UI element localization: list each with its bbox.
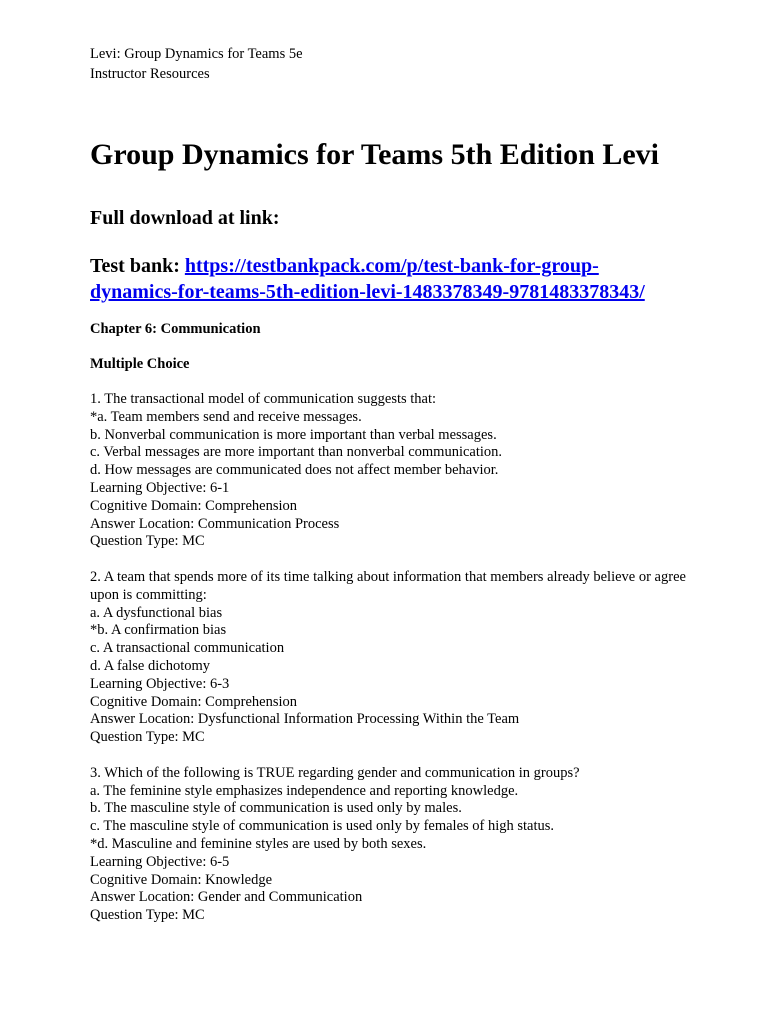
question-type: Question Type: MC <box>90 729 205 746</box>
answer-option: *a. Team members send and receive messages. <box>90 408 362 425</box>
chapter-heading: Chapter 6: Communication <box>90 321 261 337</box>
question-item <box>90 765 710 925</box>
testbank-line <box>90 253 710 305</box>
header-resources-line: Instructor Resources <box>90 66 210 82</box>
answer-option: a. A dysfunctional bias <box>90 604 223 621</box>
cognitive-domain: Cognitive Domain: Knowledge <box>90 871 273 888</box>
answer-option: *b. A confirmation bias <box>90 622 227 639</box>
question-item <box>90 569 710 747</box>
question-list <box>90 391 710 943</box>
section-heading: Multiple Choice <box>90 356 190 372</box>
cognitive-domain: Cognitive Domain: Comprehension <box>90 497 298 514</box>
answer-option: c. A transactional communication <box>90 640 285 657</box>
testbank-link-line1[interactable]: https://testbankpack.com/p/test-bank-for-group- <box>184 255 599 277</box>
cognitive-domain: Cognitive Domain: Comprehension <box>90 693 298 710</box>
answer-option: d. A false dichotomy <box>90 657 211 674</box>
learning-objective: Learning Objective: 6-3 <box>90 675 230 692</box>
learning-objective: Learning Objective: 6-5 <box>90 853 230 870</box>
answer-option: b. The masculine style of communication is used only by males. <box>90 800 462 817</box>
question-stem: 2. A team that spends more of its time talking about information that members already believe or agree upon is committing: <box>90 568 686 603</box>
download-heading: Full download at link: <box>90 207 280 229</box>
answer-location: Answer Location: Dysfunctional Information Processing Within the Team <box>90 711 520 728</box>
question-type: Question Type: MC <box>90 907 205 924</box>
question-stem: 3. Which of the following is TRUE regarding gender and communication in groups? <box>90 764 580 781</box>
answer-location: Answer Location: Communication Process <box>90 515 340 532</box>
answer-location: Answer Location: Gender and Communication <box>90 889 363 906</box>
answer-option: b. Nonverbal communication is more important than verbal messages. <box>90 426 497 443</box>
answer-option: d. How messages are communicated does not affect member behavior. <box>90 462 499 479</box>
question-type: Question Type: MC <box>90 533 205 550</box>
answer-option: *d. Masculine and feminine styles are used by both sexes. <box>90 835 427 852</box>
header-course-line: Levi: Group Dynamics for Teams 5e <box>90 46 303 62</box>
learning-objective: Learning Objective: 6-1 <box>90 479 230 496</box>
testbank-label: Test bank: <box>90 255 185 277</box>
answer-option: a. The feminine style emphasizes independence and reporting knowledge. <box>90 782 519 799</box>
answer-option: c. The masculine style of communication is used only by females of high status. <box>90 818 555 835</box>
page-title: Group Dynamics for Teams 5th Edition Levi <box>90 138 659 171</box>
question-item <box>90 391 710 551</box>
document-header <box>90 44 303 84</box>
testbank-link-line2[interactable]: dynamics-for-teams-5th-edition-levi-1483378349-9781483378343/ <box>90 281 645 303</box>
answer-option: c. Verbal messages are more important than nonverbal communication. <box>90 444 503 461</box>
question-stem: 1. The transactional model of communication suggests that: <box>90 391 437 407</box>
